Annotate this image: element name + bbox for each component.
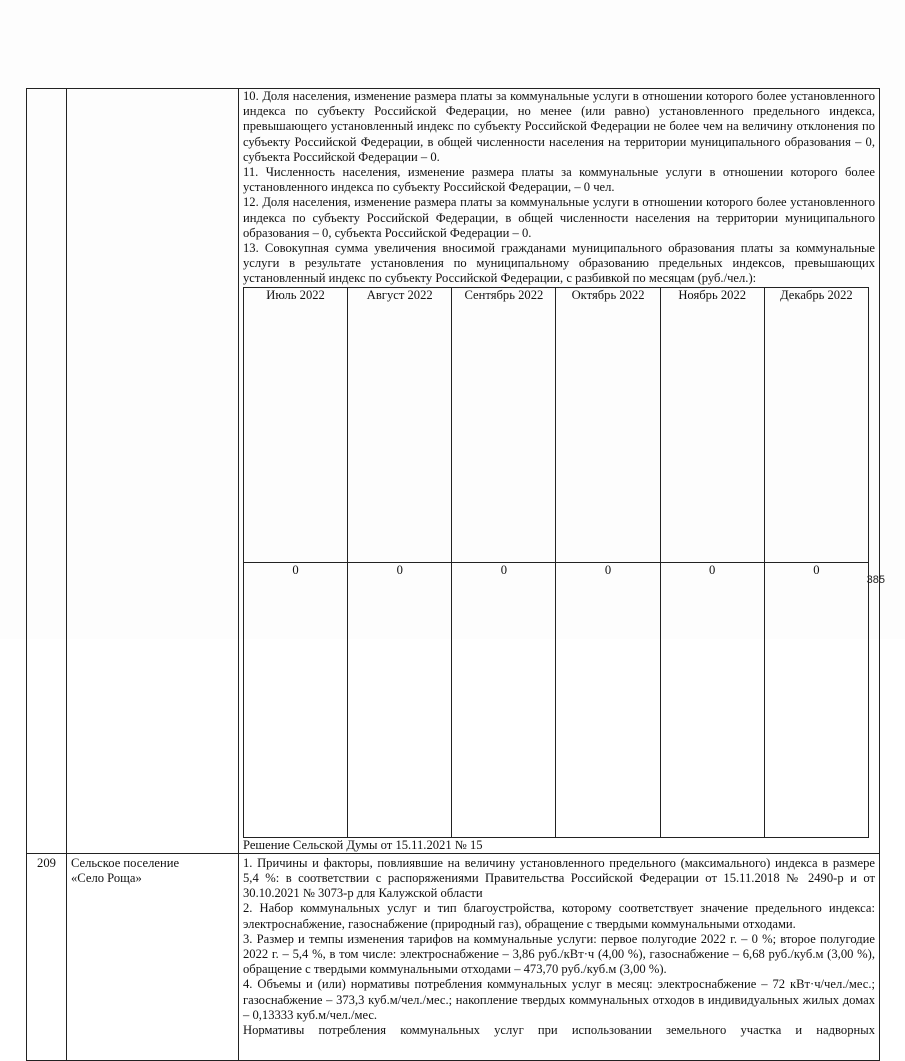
decision-reference: Решение Сельской Думы от 15.11.2021 № 15 bbox=[243, 837, 483, 852]
row-name-cell bbox=[67, 853, 239, 1060]
list-item: 2. Набор коммунальных услуг и тип благоустройства, которому соответствует значение предельного индекса: электроснабжение, газоснабжение (природный газ), обращение с твердыми коммунальными отходами. bbox=[243, 901, 875, 931]
row-number-cell bbox=[27, 853, 67, 1060]
month-header: Декабрь 2022 bbox=[764, 287, 868, 562]
month-header: Ноябрь 2022 bbox=[660, 287, 764, 562]
row-name-cell bbox=[67, 89, 239, 854]
row-content-cell bbox=[239, 853, 880, 1060]
settlement-name-line: Сельское поселение bbox=[71, 855, 180, 870]
list-item: Нормативы потребления коммунальных услуг при использовании земельного участка и надворных bbox=[243, 1023, 875, 1038]
month-value: 0 bbox=[556, 562, 660, 837]
row-content-cell bbox=[239, 89, 880, 854]
list-item: 3. Размер и темпы изменения тарифов на коммунальные услуги: первое полугодие 2022 г. – 0 %; второе полугодие 2022 г. – 5,4 %, в том числе: электроснабжение – 3,86 руб./кВт·ч (4,00 %), газоснабжение – 6,68 руб./куб.м (3,00 %), обращение с твердыми коммунальными отходами – 473,70 руб./куб.м (3,00 %). bbox=[243, 931, 875, 977]
month-header: Октябрь 2022 bbox=[556, 287, 660, 562]
month-header: Сентябрь 2022 bbox=[452, 287, 556, 562]
table-row bbox=[27, 853, 880, 1060]
month-value: 0 bbox=[348, 562, 452, 837]
list-item: 13. Совокупная сумма увеличения вносимой гражданами муниципального образования платы за коммунальные услуги в результате установления по муниципальному образованию предельных индексов, превышающих установленный индекс по субъекту Российской Федерации, с разбивкой по месяцам (руб./чел.): bbox=[243, 241, 875, 286]
list-item: 11. Численность населения, изменение размера платы за коммунальные услуги в отношении которого более установленного индекса по субъекту Российской Федерации, – 0 чел. bbox=[243, 165, 875, 195]
list-item: 12. Доля населения, изменение размера платы за коммунальные услуги в отношении которого более установленного индекса по субъекту Российской Федерации, в общей численности населения на территории муниципального образования – 0, субъекта Российской Федерации – 0. bbox=[243, 195, 875, 240]
list-item: 1. Причины и факторы, повлиявшие на величину установленного предельного (максимального) индекса в размере 5,4 %: в соответствии с распоряжениями Правительства Российской Федерации от 15.11.2018 № 2490-р и от 30.10.2021 № 3073-р для Калужской области bbox=[243, 855, 875, 901]
list-item: 10. Доля населения, изменение размера платы за коммунальные услуги в отношении которого более установленного индекса по субъекту Российской Федерации, но менее (или равно) установленного предельного индекса, превышающего установленный индекс по субъекту Российской Федерации не более чем на величину отклонения по субъекту Российской Федерации, в общей численности населения на территории муниципального образования – 0, субъекта Российской Федерации – 0. bbox=[243, 89, 875, 164]
table-row bbox=[27, 89, 880, 854]
municipal-index-table bbox=[26, 88, 880, 1061]
month-value: 0 bbox=[764, 562, 868, 837]
months-value-row bbox=[244, 562, 869, 837]
month-value: 0 bbox=[660, 562, 764, 837]
month-value: 0 bbox=[244, 562, 348, 837]
page-number: 385 bbox=[866, 574, 885, 586]
month-value: 0 bbox=[452, 562, 556, 837]
row-number-cell bbox=[27, 89, 67, 854]
row-number: 209 bbox=[37, 855, 56, 870]
months-header-row bbox=[244, 287, 869, 562]
settlement-name-line: «Село Роща» bbox=[71, 871, 142, 886]
monthly-sum-table bbox=[243, 287, 869, 838]
month-header: Июль 2022 bbox=[244, 287, 348, 562]
month-header: Август 2022 bbox=[348, 287, 452, 562]
list-item: 4. Объемы и (или) нормативы потребления коммунальных услуг в месяц: электроснабжение – 72 кВт·ч/чел./мес.; газоснабжение – 373,3 куб.м/чел./мес.; накопление твердых коммунальных отходов в индивидуальных жилых домах – 0,13333 куб.м/чел./мес. bbox=[243, 977, 875, 1022]
